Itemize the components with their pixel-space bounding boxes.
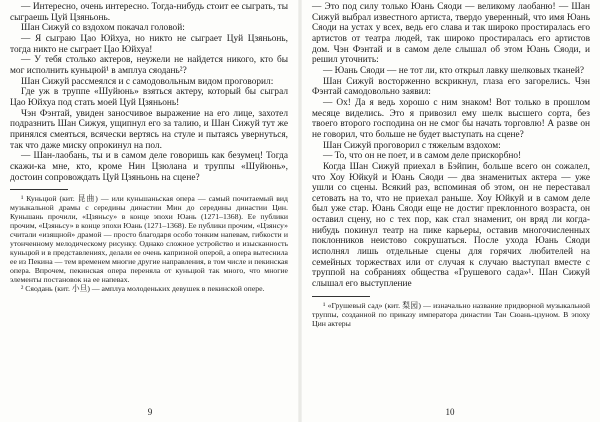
paragraph: Шан Сижуй восторженно вскрикнул, глаза его загорелись. Чэн Фэнтай самодовольно заявил:: [312, 76, 590, 98]
footnote: ² Сяодань (кит. 小旦) — амплуа молоденьких девушек в пекинской опере.: [21, 284, 265, 294]
paragraph: Шан Сижуй рассмеялся и с самодовольным видом проговорил:: [21, 76, 274, 87]
footnote: ¹ «Грушевый сад» (кит. 梨园) — изначально название придворной музыкальной труппы, созданной по приказу императора династии Тан Сюань-цзуном. В эпоху Цин актеры: [312, 300, 590, 328]
page-number: 10: [445, 407, 455, 417]
left-page-body: [10, 2, 288, 183]
paragraph: Где уж в труппе «Шуйюнь» взяться актеру, который бы сыграл Цао Юйхуа под стать моей Цуй Цзяньонь!: [10, 87, 288, 108]
paragraph: — Это под силу только Юань Сяоди — великому лаобаню! — Шан Сижуй выбрал известного артиста, твердо уверенный, что имя Юань Сяоди на устах у всех, ведь его слава и так широко простиралась его артистов от театра людей, так широко простиралась его артистов дом. Чэн Фэнтай и в самом деле слышал об этом Юань Сяоди, и решил уточнить:: [312, 2, 590, 66]
footnote-separator: [10, 189, 68, 190]
paragraph: — Интересно, очень интересно. Тогда-нибудь стоит ее сыграть, ты сыграешь Цуй Цзяньонь.: [10, 2, 288, 23]
paragraph: Шан Сижуй со вздохом покачал головой:: [21, 23, 185, 34]
paragraph: — То, что он не поет, и в самом деле прискорбно!: [323, 151, 522, 162]
paragraph: — Я сыграю Цао Юйхуа, но никто не сыграет Цуй Цзяньонь, тогда никто не сыграет Цао Юйхуа!: [10, 33, 288, 55]
left-page-footnotes: [10, 194, 288, 293]
footnote-separator: [312, 296, 370, 297]
paragraph: Когда Шан Сижуй приехал в Бэйпин, больше всего он сожалел, что Хоу Юйкуй и Юань Сяоди — два знаменитых актера — уже ушли со сцены. Всякий раз, вспоминая об этом, он не переставал сетовать на то, что не приехал раньше. Хоу Юйкуй и в самом деле был уже стар. Юань Сяоди еще не достиг преклонного возраста, он оставил сцену, но с тех пор, как стал знаменит, он вряд ли когда-нибудь покинул театр на пике карьеры, оставив многочисленных поклонников неистово сокрушаться. После ухода Юань Сяоди исполнял лишь отдельные сцены для горячих любителей на семейных торжествах или от случая к случаю выступал вместе с труппой на собраниях общества «Грушевого сада»¹. Шан Сижуй слышал его выступление: [312, 161, 590, 290]
paragraph: — Шан-лаобань, ты и в самом деле говоришь как безумец! Тогда скажи-ка мне, кто, кроме Нин Цзюлана и труппы «Шуйюнь», достоин сопровождать Цуй Цзяньонь на сцене?: [10, 151, 288, 183]
paragraph: Чэн Фэнтай, увиден заносчивое выражение на его лице, захотел подразнить Шан Сижуя, ущипнул его за талию, и Шан Сижуй тут же принялся смеяться, всячески вертясь на стуле и пытаясь увернуться, так что даже миску опрокинул на пол.: [10, 108, 288, 151]
right-page-footnotes: [312, 301, 590, 328]
paragraph: — Ох! Да я ведь хорошо с ним знаком! Вот только в прошлом месяце виделись. Это я привозил ему шелк высшего сорта, без твоего второго господина он не смог бы начать торговлю! А разве он не говорил, что больше не будет выступать на сцене?: [312, 97, 590, 140]
paragraph: Шан Сижуй проговорил с тяжелым вздохом:: [323, 140, 501, 151]
footnote: ¹ Куньцюй (кит. 昆曲) — или куньшаньская опера — самый почитаемый вид музыкальной драмы с середины династии Мин до середины династии Цин. Куньшань прочили, «Цзяньсу» в конце эпохи Юань (1271–1368). Ее публики прочим, «Цзяньсу» в конце эпохи Юань (1271–1368). Ее публики прочим, «Цзянсу» считали «изящной» драмой — просто благодаря особо тонким напевам, гибкости и утонченному мелодическому рисунку. Однако сложное устройство и изысканность куньцюй и в представлениях, делали ее очень капризной оперой, а опера вытеснила ее из Пекина — тем временем многие другие направления, в том числе и пекинская опера. Впрочем, пекинская опера переняла от куньцюй так много, что многие элементы постановок на ее напевах.: [10, 194, 288, 285]
paragraph: — Юань Сяоди — не тот ли, кто открыл лавку шелковых тканей?: [323, 65, 584, 76]
right-page-body: [312, 2, 590, 290]
paragraph: — У тебя столько актеров, неужели не найдется никого, кто бы мог исполнить куньцюй¹ в амплуа сяодань²?: [10, 55, 288, 76]
right-page: [300, 0, 600, 422]
page-number: 9: [147, 407, 153, 417]
